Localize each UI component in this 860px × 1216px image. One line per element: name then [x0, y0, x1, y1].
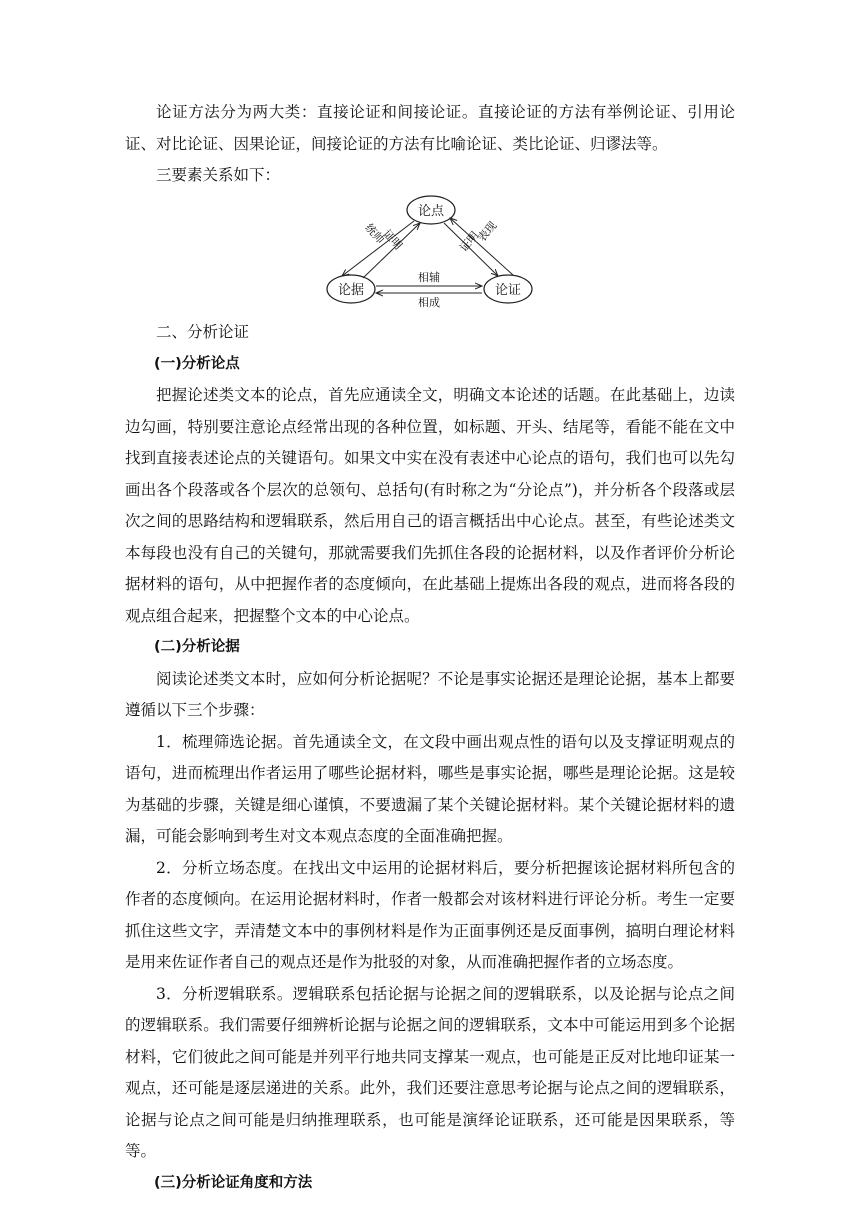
- node-left-label: 论据: [337, 283, 365, 298]
- label-bottom-top: 相辅: [418, 271, 440, 284]
- section-analysis: [125, 317, 735, 1199]
- label-left-inner: 证明: [380, 227, 405, 253]
- node-left: [327, 275, 375, 303]
- step-2: 2．分析立场态度。在找出文中运用的论据材料后，要分析把握该论据材料所包含的作者的态度倾向。在运用论据材料时，作者一般都会对该材料进行评论分析。考生一定要抓住这些文字，弄清楚文本中的事例材料是作为正面事例还是反面事例，搞明白理论材料是用来佐证作者自己的观点还是作为批驳的对象，从而准确把握作者的立场态度。: [125, 858, 735, 971]
- node-right-label: 论证: [494, 283, 522, 298]
- node-right: [484, 275, 532, 303]
- paragraph-relations-intro: 三要素关系如下：: [156, 166, 281, 184]
- label-left-outer: 统帅: [362, 221, 387, 247]
- label-right-outer: 表现: [475, 219, 500, 245]
- section-title: 二、分析论证: [156, 323, 250, 341]
- subsection-title-2: (二)分析论据: [154, 639, 240, 655]
- paragraph-methods: 论证方法分为两大类：直接论证和间接论证。直接论证的方法有举例论证、引用论证、对比论证、因果论证，间接论证的方法有比喻论证、类比论证、归谬法等。: [125, 103, 735, 153]
- subsection-intro-2: 阅读论述类文本时，应如何分析论据呢？不论是事实论据还是理论论据，基本上都要遵循以下三个步骤：: [125, 669, 735, 719]
- step-3: 3．分析逻辑联系。逻辑联系包括论据与论据之间的逻辑联系，以及论据与论点之间的逻辑联系。我们需要仔细辨析论据与论据之间的逻辑联系，文本中可能运用到多个论据材料，它们彼此之间可能是并列平行地共同支撑某一观点，也可能是正反对比地印证某一观点，还可能是逐层递进的关系。此外，我们还要注意思考论据与论点之间的逻辑联系，论据与论点之间可能是归纳推理联系，也可能是演绎论证联系，还可能是因果联系，等等。: [125, 984, 735, 1160]
- three-elements-diagram: [320, 190, 540, 310]
- node-top-label: 论点: [417, 204, 445, 219]
- subsection-title-1: (一)分析论点: [154, 355, 240, 372]
- subsection-title-3: (三)分析论证角度和方法: [154, 1174, 313, 1191]
- subsection-body-1: 把握论述类文本的论点，首先应通读全文，明确文本论述的话题。在此基础上，边读边勾画，特别要注意论点经常出现的各种位置，如标题、开头、结尾等，看能不能在文中找到直接表述论点的关键语句。如果文中实在没有表述中心论点的语句，我们也可以先勾画出各个段落或各个层次的总领句、总括句(有时称之为“分论点”)，并分析各个段落或层次之间的思路结构和逻辑联系，然后用自己的语言概括出中心论点。甚至，有些论述类文本每段也没有自己的关键句，那就需要我们先抓住各段的论据材料，以及作者评价分析论据材料的语句，从中把握作者的态度倾向，在此基础上提炼出各段的观点，进而将各段的观点组合起来，把握整个文本的中心论点。: [125, 386, 735, 625]
- label-right-inner: 证明: [457, 229, 482, 255]
- label-bottom-bottom: 相成: [418, 296, 440, 309]
- step-1: 1．梳理筛选论据。首先通读全文，在文段中画出观点性的语句以及支撑证明观点的语句，进而梳理出作者运用了哪些论据材料，哪些是事实论据，哪些是理论论据。这是较为基础的步骤，关键是细心谨慎，不要遗漏了某个关键论据材料。某个关键论据材料的遗漏，可能会影响到考生对文本观点态度的全面准确把握。: [125, 732, 735, 845]
- intro-block: [125, 97, 735, 192]
- node-top: [407, 196, 455, 224]
